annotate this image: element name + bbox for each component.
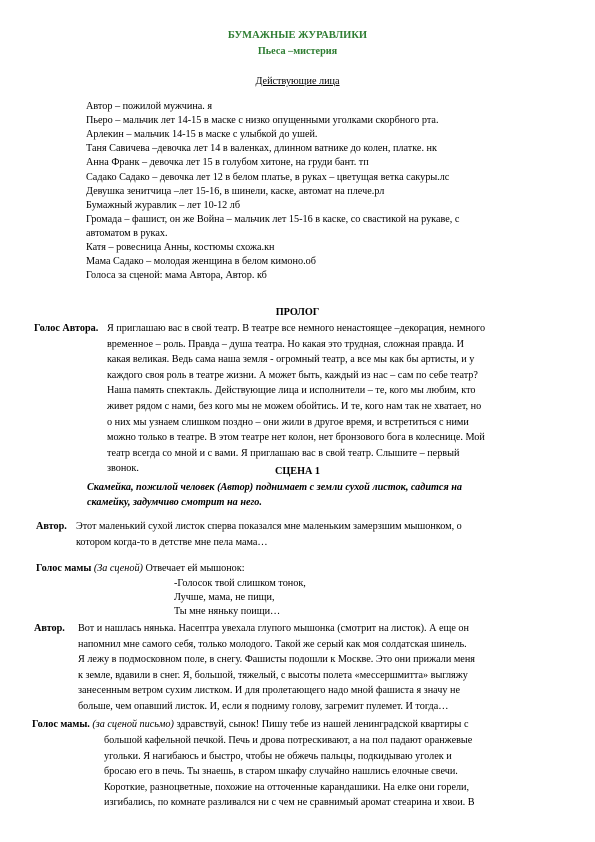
mama-letter-line: бросаю его в печь. Ты знаешь, в старом шкафу случайно нашлись елочные свечи. (104, 766, 458, 778)
cast-line: автоматом в руках. (86, 227, 168, 239)
mama-letter-line: Короткие, разноцветные, похожие на отточенные карандашики. На елке они горели, (104, 781, 470, 793)
mama-letter-line: угольки. Я нагибаюсь и быстро, чтобы не обжечь пальцы, подкидываю уголек и (104, 750, 452, 762)
author2-line: Вот и нашлась нянька. Насептра увехала глупого мышонка (смотрит на листок). А еще он (78, 623, 469, 634)
verse-line: -Голосок твой слишком тонок, (174, 578, 306, 589)
mama-voice-speaker: Голос мамы (36, 563, 92, 574)
cast-line: Автор – пожилой мужчина. я (86, 101, 213, 112)
stage-direction-line: скамейку, задумчиво смотрит на него. (87, 496, 262, 508)
cast-line: Пьеро – мальчик лет 14-15 в маске с низко опущенными уголками скорбного рта. (86, 115, 439, 127)
cast-line: Садако Садако – девочка лет 12 в белом платье, в руках – цветущая ветка сакуры.лс (86, 171, 450, 183)
author2-speaker: Автор. (34, 623, 65, 634)
mama-letter-speaker: Голос мамы. (32, 719, 90, 730)
author1-line: котором когда-то в детстве мне пела мама… (76, 536, 268, 548)
prologue-line: Я приглашаю вас в свой театр. В театре все немного ненастоящее –декорация, немного (107, 323, 486, 334)
author2-line: к земле, вдавили в снег. Я, большой, тяжелый, с высоты полета «мессершмитта» выгляжу (78, 669, 468, 681)
prologue-line: какая великая. Ведь сама наша земля - огромный театр, а все мы как бы артисты, и у (107, 354, 475, 366)
prologue-line: Наша память спектакль. Действующие лица и исполнители – те, кого мы любим, кто (107, 385, 476, 397)
prologue-line: театр всегда со мной и с вами. Я приглашаю вас в свой театр. Слышите – первый (107, 447, 460, 459)
cast-line: Таня Савичева –девочка лет 14 в валенках, длинном ватнике до колен, платке. нк (86, 143, 437, 155)
cast-line: Анна Франк – девочка лет 15 в голубом хитоне, на груди бант. тп (86, 157, 369, 169)
play-subtitle: Пьеса –мистерия (257, 46, 338, 57)
prologue-heading: ПРОЛОГ (275, 307, 320, 318)
cast-line: Арлекин – мальчик 14-15 в маске с улыбкой до ушей. (86, 129, 318, 141)
author1-line: Этот маленький сухой листок сперва показался мне маленьким замерзшим мышонком, о (76, 521, 462, 532)
mama-letter-line: большой кафельной печкой. Печь и дрова потрескивают, а на пол падают оранжевые (104, 735, 473, 746)
prologue-line: временное – роль. Правда – душа театра. Но какая это трудная, сложная правда. И (107, 338, 464, 350)
prologue-line: живет рядом с нами, без кого мы не можем обойтись. И те, кого нам так не хватает, но (107, 401, 482, 412)
mama-letter-line: изгибались, по комнате разливался ни с чем не сравнимый аромат стеарина и хвои. В (104, 797, 475, 809)
cast-line: Бумажный журавлик – лет 10-12 лб (86, 199, 241, 211)
prologue-line: можно только в театре. В этом театре нет колон, нет бронзового бога в колеснице. Мой (107, 432, 485, 444)
cast-line: Мама Садако – молодая женщина в белом кимоно.об (86, 256, 316, 268)
mama-voice-paren: (За сценой) (93, 563, 143, 574)
author2-line: занесенным ветром сухим листком. И для пролетающего надо мной фашиста я значу не (78, 685, 461, 696)
mama-voice-first: Отвечает ей мышонок: (145, 563, 245, 574)
prologue-speaker: Голос Автора. (34, 323, 99, 334)
verse-line: Ты мне няньку поищи… (174, 606, 281, 618)
author2-line: больше, чем опавший листок. И, если я подниму голову, загремит пулемет. И тогда… (78, 700, 449, 712)
mama-letter-first-line (32, 718, 468, 731)
cast-line: Громада – фашист, он же Война – мальчик лет 15-16 в каске, со свастикой на рукаве, с (86, 213, 460, 225)
prologue-line: звонок. (107, 463, 139, 475)
play-title: БУМАЖНЫЕ ЖУРАВЛИКИ (227, 30, 368, 41)
cast-heading: Действующие лица (255, 76, 340, 87)
stage-direction-line: Скамейка, пожилой человек (Автор) поднимает с земли сухой листок, садится на (87, 482, 462, 493)
verse-line: Лучше, мама, не пищи, (174, 592, 275, 604)
scene1-heading: СЦЕНА 1 (275, 466, 320, 477)
cast-line: Девушка зенитчица –лет 15-16, в шинели, каске, автомат на плече.рл (86, 185, 385, 197)
mama-letter-first: здравствуй, сынок! Пишу тебе из нашей ленинградской квартиры с (176, 719, 469, 730)
author2-line: Я лежу в подмосковном поле, в снегу. Фашисты подошли к Москве. Это они прижали меня (78, 654, 475, 665)
cast-line: Катя – ровесница Анны, костюмы схожа.кн (86, 242, 275, 253)
author1-speaker: Автор. (36, 521, 67, 532)
mama-letter-paren: (за сценой письмо) (92, 719, 174, 730)
author2-line: напомнил мне самого себя, только молодого. Такой же серый как моя солдатская шинель. (78, 638, 467, 650)
prologue-line: о них мы узнаем слишком поздно – они жили в другое время, и встретиться с ними (107, 416, 469, 428)
mama-voice-line (36, 562, 245, 575)
prologue-line: каждого своя роль в театре жизни. А может быть, каждый из нас – сам по себе театр? (107, 369, 478, 381)
cast-line: Голоса за сценой: мама Автора, Автор. кб (86, 270, 267, 282)
